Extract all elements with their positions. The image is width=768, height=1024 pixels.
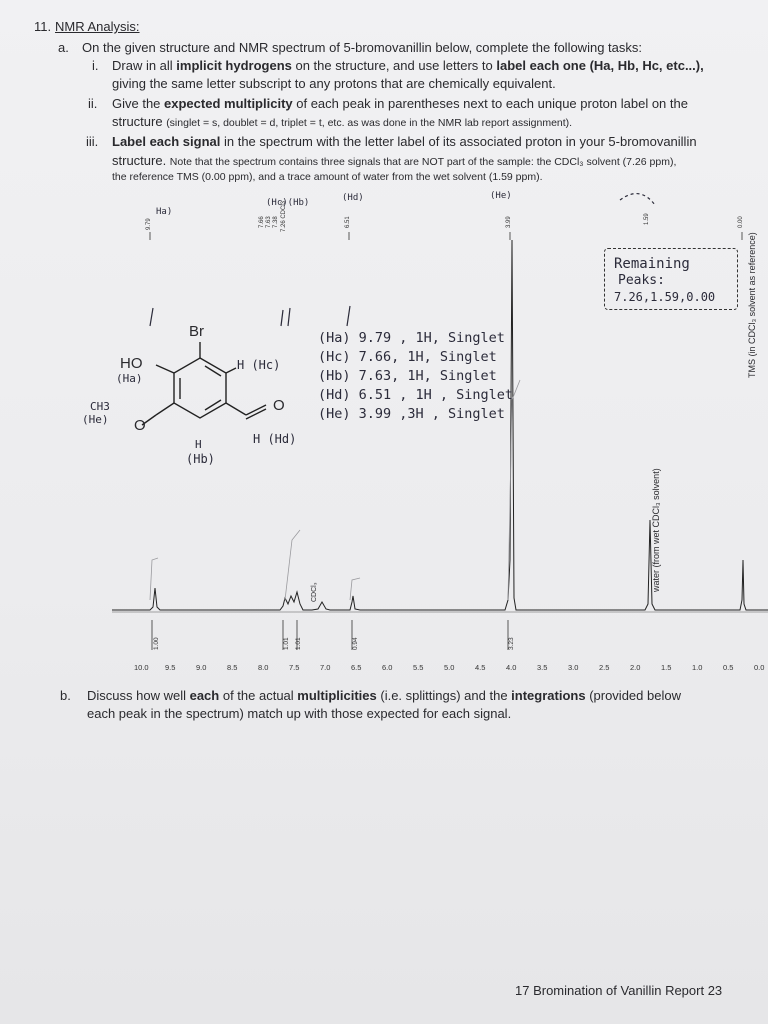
assignment-line: (Hc) 7.66, 1H, Singlet [318,349,497,365]
x-tick-label: 3.0 [568,663,579,672]
part-a-text: On the given structure and NMR spectrum of 5-bromovanillin below, complete the following tasks: [82,40,642,55]
hydroxyl-label: HO [120,355,143,372]
task-iii-label: iii. [86,134,99,149]
assignment-line: (Hb) 7.63, 1H, Singlet [318,368,497,384]
task-ii-label: ii. [88,96,98,111]
page-footer: 17 Bromination of Vanillin Report 23 [515,983,723,998]
x-tick-label: 4.5 [475,663,486,672]
assignment-line: (He) 3.99 ,3H , Singlet [318,406,505,422]
svg-text:3.23: 3.23 [508,637,515,650]
task-ii-line2: structure (singlet = s, doublet = d, triplet = t, etc. as was done in the NMR lab report assignment). [112,114,573,129]
water-label: water (from wet CDCl₃ solvent) [651,468,661,592]
x-tick-label: 6.0 [382,663,393,672]
svg-text:7.66: 7.66 [259,216,265,228]
x-tick-label: 3.5 [537,663,548,672]
svg-text:9.79: 9.79 [146,218,152,230]
x-tick-label: 6.5 [351,663,362,672]
x-tick-label: 5.5 [413,663,424,672]
question-title: NMR Analysis: [55,19,140,34]
x-tick-label: 2.5 [599,663,610,672]
remaining-sub: Peaks: [618,273,665,288]
svg-text:0.00: 0.00 [738,216,744,228]
assignment-line: (Ha) 9.79 , 1H, Singlet [318,330,505,346]
task-iii-line1: Label each signal in the spectrum with the letter label of its associated proton in your 5-bromovanillin [112,134,697,149]
ch3-label: CH3 [90,400,110,413]
part-b-line1: Discuss how well each of the actual multiplicities (i.e. splittings) and the integrations (provided below [87,688,681,703]
carbonyl-oxygen: O [273,397,285,414]
svg-text:7.63: 7.63 [266,216,272,228]
svg-text:1.00: 1.00 [153,637,160,650]
ether-oxygen: O [134,417,146,434]
he-label: (He) [82,413,109,426]
hd-label: H (Hd) [253,432,297,446]
assignment-line: (Hd) 6.51 , 1H , Singlet [318,387,514,403]
task-i-label: i. [92,58,99,73]
x-tick-label: 8.5 [227,663,238,672]
x-tick-label: 9.5 [165,663,176,672]
svg-text:(Hd): (Hd) [342,193,364,203]
x-tick-label: 1.0 [692,663,703,672]
x-tick-label: 9.0 [196,663,207,672]
bromine-label: Br [189,323,204,340]
svg-text:6.51: 6.51 [345,216,351,228]
svg-text:(Hc)(Hb): (Hc)(Hb) [266,198,310,208]
x-tick-label: 7.0 [320,663,331,672]
tms-label: TMS (in CDCl₃ solvent as reference) [747,232,757,378]
svg-text:1.01: 1.01 [283,637,290,650]
cdcl3-label: CDCl₃ [311,582,318,602]
hc-label: H (Hc) [237,358,281,372]
molecule-structure [60,320,300,470]
x-tick-label: 5.0 [444,663,455,672]
part-b-line2: each peak in the spectrum) match up with those expected for each signal. [87,706,512,721]
task-i-line2: giving the same letter subscript to any protons that are chemically equivalent. [112,76,556,91]
svg-text:1.59: 1.59 [644,213,650,225]
x-tick-label: 10.0 [134,663,149,672]
svg-text:3.99: 3.99 [506,216,512,228]
part-a-label: a. [58,40,69,55]
svg-text:(He): (He) [490,191,512,201]
task-i-line1: Draw in all implicit hydrogens on the structure, and use letters to label each one (Ha, Hb, Hc, etc...), [112,58,704,73]
task-iii-line2: structure. Note that the spectrum contains three signals that are NOT part of the sample: the CDCl₃ solvent (7.26 ppm), [112,153,677,168]
hb-h: H [195,438,202,451]
x-tick-label: 1.5 [661,663,672,672]
svg-text:7.38: 7.38 [273,216,279,228]
x-tick-label: 8.0 [258,663,269,672]
svg-text:Ha): Ha) [156,207,173,217]
hb-label: (Hb) [186,452,215,466]
remaining-values: 7.26,1.59,0.00 [614,290,716,304]
x-tick-label: 4.0 [506,663,517,672]
task-iii-line3: the reference TMS (0.00 ppm), and a trace amount of water from the wet solvent (1.59 ppm). [112,171,543,183]
remaining-title: Remaining [614,256,690,272]
x-tick-label: 0.5 [723,663,734,672]
x-tick-label: 7.5 [289,663,300,672]
svg-text:1.01: 1.01 [295,637,302,650]
part-b-label: b. [60,688,71,703]
x-tick-label: 0.0 [754,663,765,672]
task-ii-line1: Give the expected multiplicity of each peak in parentheses next to each unique proton label on the [112,96,688,111]
x-tick-label: 2.0 [630,663,641,672]
svg-text:0.94: 0.94 [352,637,359,650]
ha-label: (Ha) [116,372,143,385]
question-number: 11. [34,19,52,34]
svg-text:7.26 CDCl3: 7.26 CDCl3 [281,200,287,232]
